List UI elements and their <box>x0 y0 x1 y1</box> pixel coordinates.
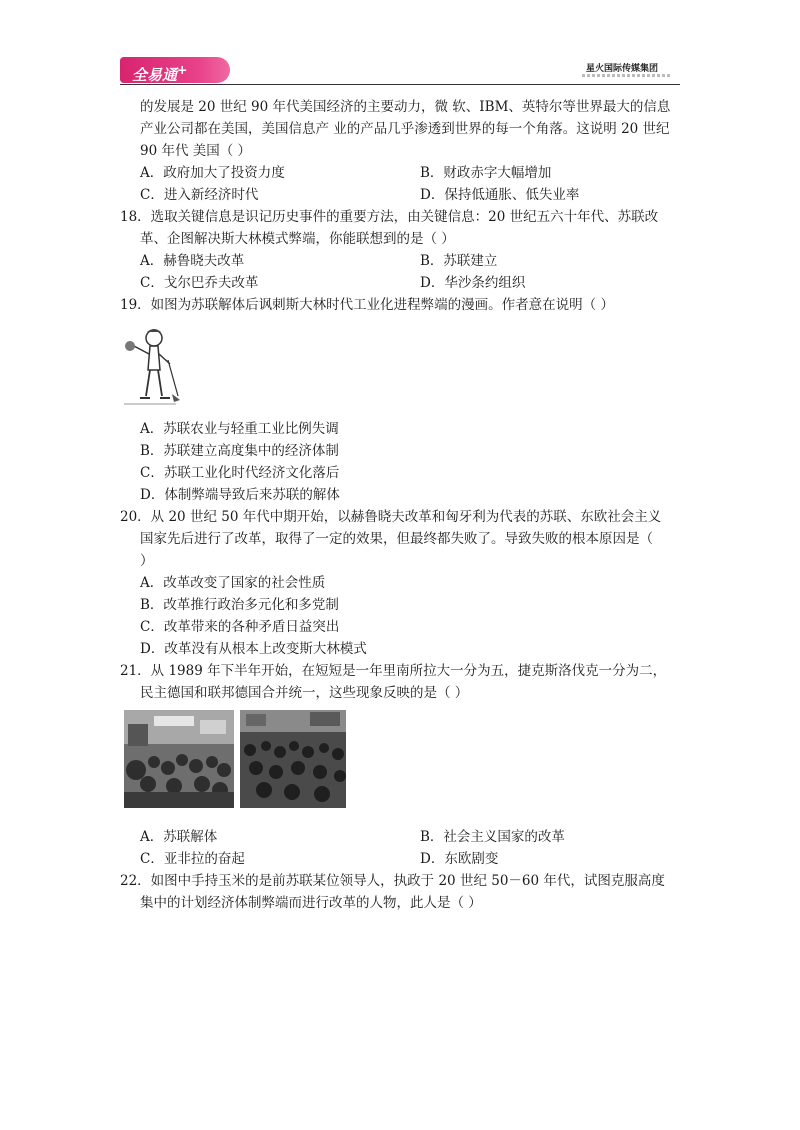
option-row <box>120 162 680 184</box>
question-text: 18．选取关键信息是识记历史事件的重要方法，由关键信息：20 世纪五六十年代、苏联改 <box>120 209 659 225</box>
option-b: B．苏联建立高度集中的经济体制 <box>140 443 339 459</box>
brand-subtitle-graphic <box>582 74 672 77</box>
question-text: 19．如图为苏联解体后讽刺斯大林时代工业化进程弊端的漫画。作者意在说明（ ） <box>120 297 614 313</box>
page-header <box>0 0 800 90</box>
option-d: D．华沙条约组织 <box>420 275 526 291</box>
header-rule <box>120 84 680 85</box>
question-19 <box>120 294 680 506</box>
question-text: 革、企图解决斯大林模式弊端，你能联想到的是（ ） <box>140 231 455 247</box>
question-20 <box>120 506 680 660</box>
question-content <box>120 96 680 914</box>
brand-name: 星火国际传媒集团 <box>586 64 659 74</box>
question-text: 产业公司都在美国，美国信息产 业的产品几乎渗透到世界的每一个角落。这说明 20 世纪 <box>140 121 670 137</box>
question-text: ） <box>140 553 154 569</box>
intro-question <box>120 96 680 206</box>
option-a: A．苏联解体 <box>140 829 218 845</box>
option-row <box>120 272 680 294</box>
photo-group <box>124 710 680 808</box>
option-b: B．社会主义国家的改革 <box>420 829 565 845</box>
option-b: B．苏联建立 <box>420 253 498 269</box>
option-row <box>120 250 680 272</box>
option-row <box>120 848 680 870</box>
question-18 <box>120 206 680 294</box>
option-row <box>120 826 680 848</box>
cartoon-image <box>120 324 180 406</box>
option-b: B．改革推行政治多元化和多党制 <box>140 597 339 613</box>
crowd-photo-left <box>124 710 234 808</box>
option-d: D．体制弊端导致后来苏联的解体 <box>140 487 340 503</box>
question-text: 民主德国和联邦德国合并统一，这些现象反映的是（ ） <box>140 685 469 701</box>
question-text: 90 年代 美国（ ） <box>140 143 252 159</box>
option-b: B．财政赤字大幅增加 <box>420 165 552 181</box>
option-a: A．苏联农业与轻重工业比例失调 <box>140 421 339 437</box>
question-21 <box>120 660 680 870</box>
option-row <box>120 184 680 206</box>
option-c: C．戈尔巴乔夫改革 <box>140 275 259 291</box>
option-c: C．改革带来的各种矛盾日益突出 <box>140 619 340 635</box>
question-text: 20．从 20 世纪 50 年代中期开始，以赫鲁晓夫改革和匈牙利为代表的苏联、东欧社会主义 <box>120 509 662 525</box>
question-text: 的发展是 20 世纪 90 年代美国经济的主要动力，微 软、IBM、英特尔等世界最大的信息 <box>140 99 671 115</box>
option-d: D．东欧剧变 <box>420 851 499 867</box>
option-d: D．保持低通胀、低失业率 <box>420 187 580 203</box>
quanyitong-logo: 全易通+ <box>120 57 230 83</box>
option-a: A．改革改变了国家的社会性质 <box>140 575 326 591</box>
option-c: C．进入新经济时代 <box>140 187 259 203</box>
question-text: 集中的计划经济体制弊端而进行改革的人物，此人是（ ） <box>140 895 482 911</box>
question-text: 国家先后进行了改革，取得了一定的效果，但最终都失败了。导致失败的根本原因是（ <box>140 531 653 547</box>
question-text: 22．如图中手持玉米的是前苏联某位领导人，执政于 20 世纪 50－60 年代，试图克服高度 <box>120 873 665 889</box>
crowd-photo-right <box>240 710 346 808</box>
option-a: A．赫鲁晓夫改革 <box>140 253 245 269</box>
question-text: 21．从 1989 年下半年开始，在短短是一年里南所拉大一分为五，捷克斯洛伐克一分为二， <box>120 663 667 679</box>
option-c: C．亚非拉的奋起 <box>140 851 245 867</box>
question-22 <box>120 870 680 914</box>
option-c: C．苏联工业化时代经济文化落后 <box>140 465 340 481</box>
option-d: D．改革没有从根本上改变斯大林模式 <box>140 641 367 657</box>
option-a: A．政府加大了投资力度 <box>140 165 285 181</box>
